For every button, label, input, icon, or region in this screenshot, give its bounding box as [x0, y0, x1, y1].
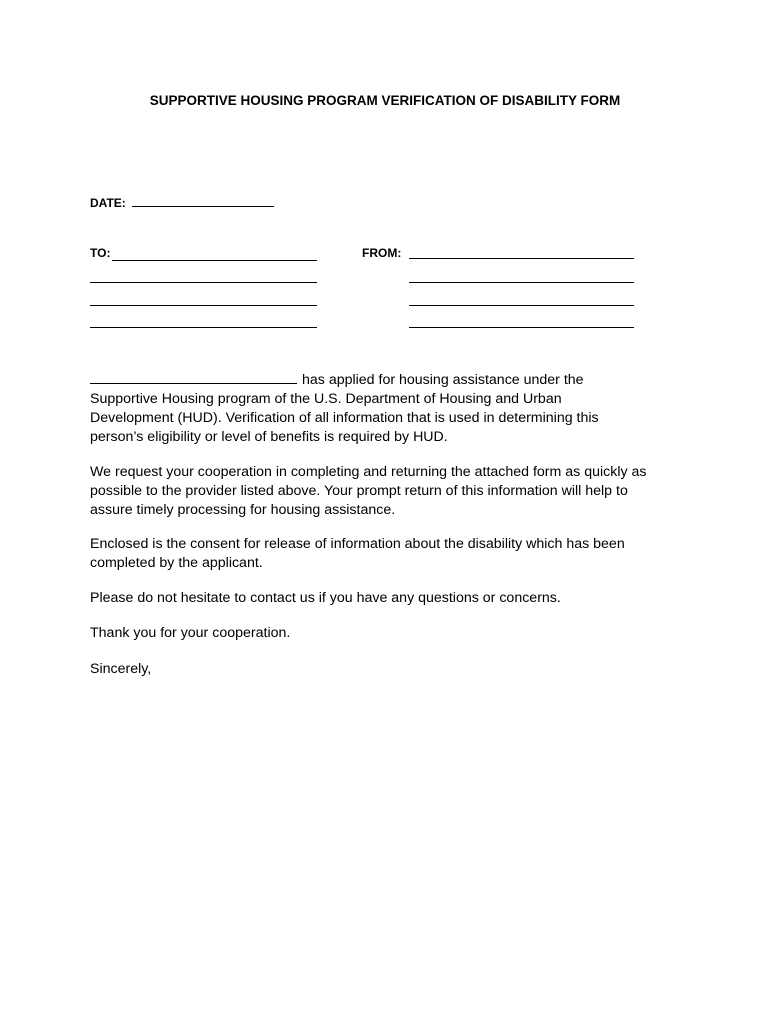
from-line-2[interactable]	[409, 282, 634, 283]
date-line[interactable]	[132, 206, 274, 207]
to-line-2[interactable]	[90, 282, 317, 283]
document-title: SUPPORTIVE HOUSING PROGRAM VERIFICATION OF DISABILITY FORM	[149, 93, 621, 108]
paragraph-contact	[90, 589, 710, 608]
paragraph-enclosed-line-1: Enclosed is the consent for release of information about the disability which has been	[90, 536, 625, 552]
applicant-text: has applied for housing assistance under the	[302, 372, 584, 388]
paragraph-applicant-line-2: Supportive Housing program of the U.S. Department of Housing and Urban	[90, 391, 562, 407]
paragraph-enclosed-line-2: completed by the applicant.	[90, 555, 263, 571]
closing	[90, 660, 710, 679]
paragraph-applicant-line-1	[90, 371, 710, 390]
to-line-4[interactable]	[90, 327, 317, 328]
to-line-3[interactable]	[90, 305, 317, 306]
to-line-1[interactable]	[112, 260, 317, 261]
from-label: FROM:	[362, 246, 402, 260]
paragraph-applicant	[90, 371, 710, 447]
closing-line: Sincerely,	[90, 661, 152, 677]
paragraph-request-line-1: We request your cooperation in completing and returning the attached form as quickly as	[90, 464, 647, 480]
paragraph-applicant-line-3: Development (HUD). Verification of all information that is used in determining this	[90, 410, 599, 426]
applicant-name-blank[interactable]	[90, 371, 297, 384]
date-label: DATE:	[90, 196, 126, 210]
from-line-1[interactable]	[409, 258, 634, 259]
to-label: TO:	[90, 246, 111, 260]
paragraph-thanks	[90, 624, 710, 643]
from-line-4[interactable]	[409, 327, 634, 328]
paragraph-applicant-line-4: person’s eligibility or level of benefits is required by HUD.	[90, 429, 448, 445]
paragraph-contact-line: Please do not hesitate to contact us if you have any questions or concerns.	[90, 590, 561, 606]
paragraph-request	[90, 463, 710, 520]
paragraph-request-line-2: possible to the provider listed above. Your prompt return of this information will help to	[90, 483, 628, 499]
paragraph-enclosed	[90, 535, 710, 573]
paragraph-thanks-line: Thank you for your cooperation.	[90, 625, 291, 641]
paragraph-request-line-3: assure timely processing for housing assistance.	[90, 502, 396, 518]
from-line-3[interactable]	[409, 305, 634, 306]
